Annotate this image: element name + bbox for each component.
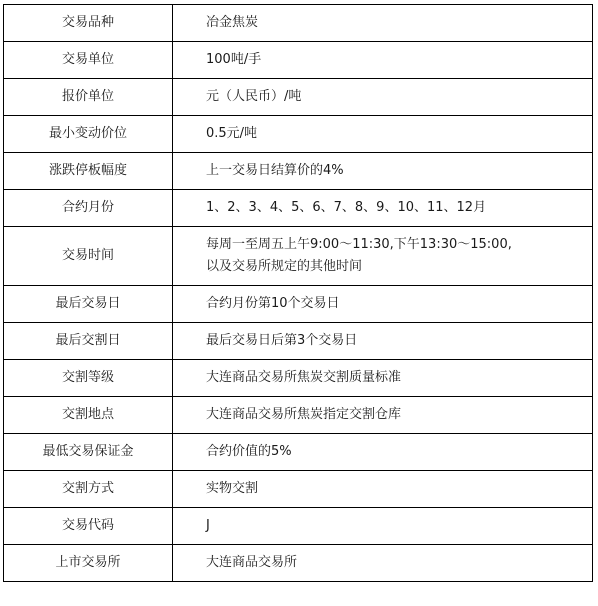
row-label: 交易时间 bbox=[4, 227, 173, 286]
row-value: 1、2、3、4、5、6、7、8、9、10、11、12月 bbox=[173, 190, 593, 227]
row-value: 最后交易日后第3个交易日 bbox=[173, 323, 593, 360]
row-value: 0.5元/吨 bbox=[173, 116, 593, 153]
table-row bbox=[4, 42, 593, 79]
row-label: 上市交易所 bbox=[4, 545, 173, 582]
row-value: 元（人民币）/吨 bbox=[173, 79, 593, 116]
value-line: 每周一至周五上午9:00～11:30,下午13:30～15:00, bbox=[206, 237, 512, 252]
row-label: 交割等级 bbox=[4, 360, 173, 397]
row-label: 合约月份 bbox=[4, 190, 173, 227]
row-value: 大连商品交易所焦炭指定交割仓库 bbox=[173, 397, 593, 434]
table-row bbox=[4, 190, 593, 227]
table-row bbox=[4, 323, 593, 360]
table-row bbox=[4, 471, 593, 508]
row-label: 最后交割日 bbox=[4, 323, 173, 360]
row-label: 报价单位 bbox=[4, 79, 173, 116]
table-row bbox=[4, 545, 593, 582]
table-row bbox=[4, 508, 593, 545]
row-value: 合约价值的5% bbox=[173, 434, 593, 471]
row-value: 上一交易日结算价的4% bbox=[173, 153, 593, 190]
row-label: 最后交易日 bbox=[4, 286, 173, 323]
contract-spec-table bbox=[3, 4, 593, 582]
row-label: 交易代码 bbox=[4, 508, 173, 545]
table-row bbox=[4, 5, 593, 42]
row-label: 交割地点 bbox=[4, 397, 173, 434]
table-row bbox=[4, 360, 593, 397]
row-value: 100吨/手 bbox=[173, 42, 593, 79]
table-row bbox=[4, 434, 593, 471]
table-row bbox=[4, 79, 593, 116]
row-value: J bbox=[173, 508, 593, 545]
table-row bbox=[4, 397, 593, 434]
table-row bbox=[4, 227, 593, 286]
row-value-multiline bbox=[173, 227, 593, 286]
row-value: 合约月份第10个交易日 bbox=[173, 286, 593, 323]
row-label: 交割方式 bbox=[4, 471, 173, 508]
row-label: 交易单位 bbox=[4, 42, 173, 79]
row-label: 最低交易保证金 bbox=[4, 434, 173, 471]
row-value: 大连商品交易所焦炭交割质量标准 bbox=[173, 360, 593, 397]
table-row bbox=[4, 116, 593, 153]
row-value: 实物交割 bbox=[173, 471, 593, 508]
table-row bbox=[4, 153, 593, 190]
row-label: 交易品种 bbox=[4, 5, 173, 42]
value-line: 以及交易所规定的其他时间 bbox=[206, 259, 363, 274]
row-value: 冶金焦炭 bbox=[173, 5, 593, 42]
table-row bbox=[4, 286, 593, 323]
row-value: 大连商品交易所 bbox=[173, 545, 593, 582]
row-label: 涨跌停板幅度 bbox=[4, 153, 173, 190]
row-label: 最小变动价位 bbox=[4, 116, 173, 153]
